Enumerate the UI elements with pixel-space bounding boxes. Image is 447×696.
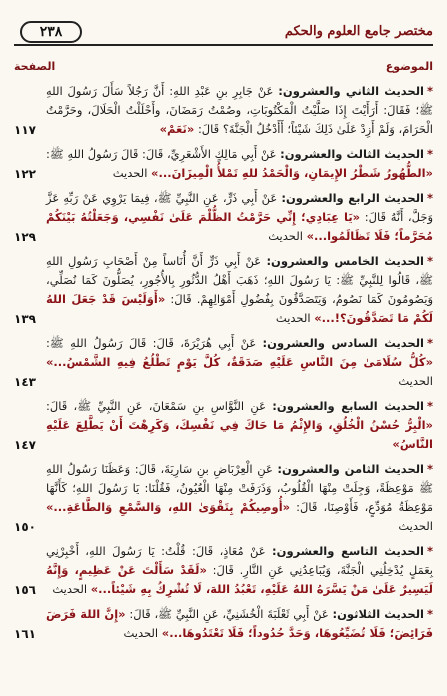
entry-page-number: ١٥٠ xyxy=(14,520,36,534)
topic-column-label: الموضوع xyxy=(385,60,433,73)
bullet-star-icon: * xyxy=(427,254,434,268)
entry-body: عَنْ أَبِي ثَعْلَبَةَ الْخُشَنِيِّ، عَنِ النَّبِيِّ ﷺ، قَالَ: xyxy=(129,607,329,621)
bullet-star-icon: * xyxy=(426,191,433,205)
entry-title: الحديث الرابع والعشرون: xyxy=(281,191,424,205)
entry-quote: «كُلُّ سُلَامَىٰ مِنَ النَّاسِ عَلَيْهِ صَدَقَةٌ، كُلَّ يَوْمٍ تَطْلُعُ فِيهِ الشَّمْسُ...» xyxy=(46,355,433,369)
entry-body: عَنْ أَبِي مَالِكٍ الأَشْعَرِيِّ، قَالَ: قَالَ رَسُولُ اللهِ ﷺ: xyxy=(46,147,277,161)
page-column-label: الصفحة xyxy=(14,60,56,73)
header-rule xyxy=(14,44,433,46)
toc-entry xyxy=(14,252,433,328)
entry-body: عَنْ مُعَاذٍ، قَالَ: قُلْتُ: يَا رَسُولَ اللهِ، أَخْبِرْنِي بِعَمَلٍ يُدْخِلُنِي الْجَنَّةَ، وَيُبَاعِدُنِي عَنِ النَّارِ. قَالَ: xyxy=(46,544,434,577)
entry-page-number: ١١٧ xyxy=(14,123,36,137)
entry-body: عَنْ أَبِي ذَرٍّ أَنَّ أُنَاساً مِنْ أَصْحَابِ رَسُولِ اللهِ ﷺ، قَالُوا لِلنَّبِيِّ ﷺ: يَا رَسُولَ اللهِ؛ ذَهَبَ أَهْلُ الدُّثُورِ بِالأُجُورِ، يُصَلُّونَ كَمَا نُصَلِّي، وَيَصُومُونَ كَمَا نَصُومُ، وَيَتَصَدَّقُونَ بِفُضُولِ أَمْوَالِهِمْ. قَالَ: xyxy=(46,254,434,306)
entry-page-number: ١٢٢ xyxy=(14,167,36,181)
entry-tail: الحديث xyxy=(398,519,433,533)
entry-text xyxy=(46,189,433,246)
entry-text xyxy=(46,252,433,328)
entry-tail: الحديث xyxy=(112,166,148,180)
toc-entries xyxy=(14,82,433,643)
entry-quote: «الْبِرُّ حُسْنُ الْخُلُقِ، وَالإِثْمُ مَا حَاكَ فِي نَفْسِكَ، وَكَرِهْتَ أَنْ يَطَّلِعَ عَلَيْهِ النَّاسُ» xyxy=(46,418,433,451)
entry-page-number: ١٦١ xyxy=(14,627,36,641)
bullet-star-icon: * xyxy=(426,544,433,558)
entry-title: الحديث الثالث والعشرون: xyxy=(280,147,424,161)
entry-page-number: ١٣٩ xyxy=(14,312,36,326)
bullet-star-icon: * xyxy=(427,607,434,621)
entry-text xyxy=(46,334,433,391)
entry-title: الحديث التاسع والعشرون: xyxy=(272,544,424,558)
running-title: مختصر جامع العلوم والحكم xyxy=(284,24,433,39)
toc-entry xyxy=(14,334,433,391)
entry-quote: «نَعَمْ» xyxy=(159,122,195,136)
entry-text xyxy=(46,397,433,454)
entry-quote: «يَا عِبَادِي؛ إِنِّي حَرَّمْتُ الظُّلْمَ عَلَىٰ نَفْسِي، وَجَعَلْتُهُ بَيْنَكُمْ مُحَرَّماً؛ فَلَا تَظَالَمُوا...» xyxy=(46,210,433,243)
page-header xyxy=(14,0,433,52)
toc-entry xyxy=(14,189,433,246)
entry-tail: الحديث xyxy=(268,229,303,243)
entry-text xyxy=(46,542,433,599)
entry-text xyxy=(46,605,433,643)
entry-title: الحديث الثلاثون: xyxy=(332,607,424,621)
entry-title: الحديث الثاني والعشرون: xyxy=(278,84,424,98)
entry-tail: الحديث xyxy=(123,626,159,640)
entry-text xyxy=(46,145,433,183)
toc-entry xyxy=(14,460,433,536)
entry-quote: «لَقَدْ سَأَلْتَ عَنْ عَظِيمٍ، وَإِنَّهُ لَيَسِيرٌ عَلَىٰ مَنْ يَسَّرَهُ اللهُ عَلَيْهِ، تَعْبُدُ اللهَ، لَا تُشْرِكُ بِهِ شَيْئاً...» xyxy=(46,563,433,596)
toc-entry xyxy=(14,605,433,643)
entry-quote: «أَوَلَيْسَ قَدْ جَعَلَ اللهُ لَكُمْ مَا تَصَدَّقُونَ؟!...» xyxy=(46,292,433,325)
entry-title: الحديث الثامن والعشرون: xyxy=(277,462,425,476)
entry-tail: الحديث xyxy=(52,582,88,596)
entry-title: الحديث السادس والعشرون: xyxy=(262,336,424,350)
bullet-star-icon: * xyxy=(426,147,433,161)
column-headings xyxy=(14,60,433,80)
page-number-badge: ٢٣٨ xyxy=(20,21,82,43)
entry-text xyxy=(46,82,433,139)
toc-entry xyxy=(14,145,433,183)
entry-body: عَنِ النَّوَّاسِ بنِ سَمْعَانَ، عَنِ النَّبِيِّ ﷺ، قَالَ: xyxy=(46,399,267,413)
entry-title: الحديث السابع والعشرون: xyxy=(272,399,424,413)
entry-body: عَنِ الْعِرْبَاضِ بنِ سَارِيَةَ، قَالَ: وَعَظَنَا رَسُولُ اللهِ ﷺ مَوْعِظَةً، وَجِلَتْ مِنْهَا الْقُلُوبُ، وَذَرَفَتْ مِنْهَا الْعُيُونُ، فَقُلْنَا: يَا رَسُولَ اللهِ؛ كَأَنَّهَا مَوْعِظَةُ مُوَدِّعٍ، فَأَوْصِنَا، قَالَ: xyxy=(46,462,434,514)
entry-page-number: ١٤٧ xyxy=(14,438,36,452)
bullet-star-icon: * xyxy=(427,462,434,476)
entry-quote: «إِنَّ اللهَ فَرَضَ فَرَائِضَ؛ فَلَا تُضَيِّعُوهَا، وَحَدَّ حُدُوداً؛ فَلَا تَعْتَدُوهَا...» xyxy=(46,607,433,640)
entry-body: عَنْ أَبِي ذَرٍّ، عَنِ النَّبِيِّ ﷺ، فِيمَا يَرْوِي عَنْ رَبِّهِ عَزَّ وَجَلَّ، أَنَّهُ قَالَ: xyxy=(46,191,434,224)
toc-entry xyxy=(14,397,433,454)
toc-entry xyxy=(14,82,433,139)
entry-page-number: ١٢٩ xyxy=(14,230,36,244)
bullet-star-icon: * xyxy=(426,84,433,98)
entry-body: عَنْ جَابِرِ بنِ عَبْدِ اللهِ: أَنَّ رَجُلاً سَأَلَ رَسُولَ اللهِ ﷺ؛ فَقَالَ: أَرَأَيْتَ إِذَا صَلَّيْتُ الْمَكْتُوبَاتِ، وصُمْتُ رَمَضَانَ، وأَحْلَلْتُ الْحَلَالَ، وحَرَّمْتُ الْحَرَامَ، وَلَمْ أَزِدْ عَلَىٰ ذَلِكَ شَيْئاً؛ أَأَدْخُلُ الْجَنَّةَ؟ قَالَ: xyxy=(46,84,433,136)
entry-page-number: ١٥٦ xyxy=(14,583,36,597)
entry-quote: «الطُّهُورُ شَطْرُ الإِيمَانِ، وَالْحَمْدُ للهِ تَمْلأُ الْمِيزَانَ...» xyxy=(151,166,433,180)
toc-entry xyxy=(14,542,433,599)
entry-quote: «أُوصِيكُمْ بِتَقْوَىٰ اللهِ، وَالسَّمْعِ وَالطَّاعَةِ...» xyxy=(46,500,291,514)
bullet-star-icon: * xyxy=(426,336,433,350)
entry-page-number: ١٤٣ xyxy=(14,375,36,389)
entry-tail: الحديث xyxy=(275,311,311,325)
entry-body: عَنْ أَبِي هُرَيْرَةَ، قَالَ: قَالَ رَسُولُ اللهِ ﷺ: xyxy=(46,336,257,350)
entry-tail: الحديث xyxy=(398,374,433,388)
bullet-star-icon: * xyxy=(427,399,434,413)
entry-text xyxy=(46,460,433,536)
entry-title: الحديث الخامس والعشرون: xyxy=(266,254,424,268)
